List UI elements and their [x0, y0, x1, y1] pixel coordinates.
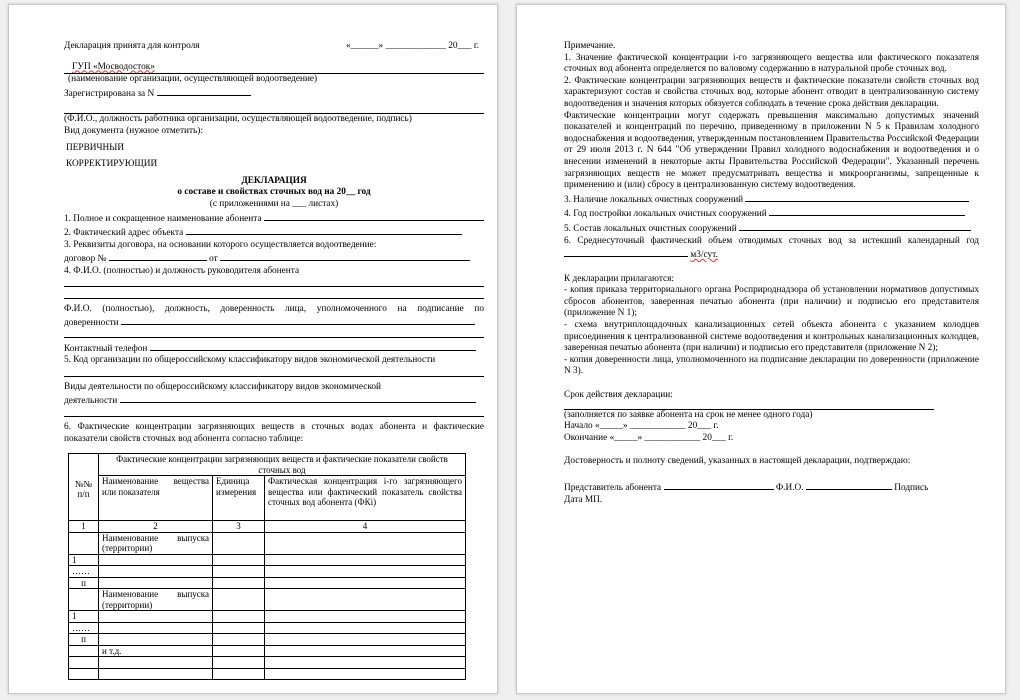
table-row [69, 554, 466, 566]
header-accepted-label: Декларация принята для контроля [64, 41, 200, 51]
note-3: Фактические концентрации могут содержать превышения максимально допустимых значений показателей и концентраций по перечню, приведенному в приложении N 5 к Правилам холодного водоснабжения и водоотведения, утвержденным постановлением Правительства Российской Федерации от 29 июля 2013 г. N 644 "Об утверждении Правил холодного водоснабжения и водоотведения и о внесении изменений в некоторые акты Правительства Российской Федерации". Указанный перечень загрязняющих веществ не может предусматривать вещества и микроорганизмы, запрещенные к применению и (или) сбросу в централизованную систему водоотведения. [564, 110, 979, 191]
p2-item-3-row [564, 192, 979, 207]
p2-item-5-label: 5. Состав локальных очистных сооружений [564, 223, 737, 234]
rep-field[interactable] [664, 480, 774, 490]
col-unit-header: Единица измерения [213, 476, 265, 521]
row-number: …… [69, 622, 99, 634]
phone-row [64, 341, 484, 356]
activity-row [64, 393, 484, 408]
attachments-count: (с приложениями на ___ листах) [209, 198, 339, 209]
signer-row [64, 315, 484, 330]
attach-title: К декларации прилагаются: [564, 273, 674, 284]
p2-item-4-label: 4. Год постройки локальных очистных сооружений [564, 209, 767, 220]
table-row [69, 622, 466, 634]
validity-field[interactable] [564, 402, 934, 410]
item-1-label: 1. Полное и сокращенное наименование абонента [64, 213, 262, 224]
validity-start[interactable]: Начало «_____» ____________ 20___ г. [564, 421, 719, 432]
note-2: 2. Фактические концентрации загрязняющих веществ и фактические показатели свойств сточных вод характеризуют состав и свойства сточных вод, которые абонент отводит в централизованную систему водоотведения и значения которых обязуется соблюдать в течение срока действия декларации. [564, 75, 979, 109]
row-number: …… [69, 566, 99, 578]
outlet-label: Наименование выпуска (территории) [99, 589, 213, 611]
document-page-2 [516, 4, 1006, 694]
activity-field-2[interactable] [64, 408, 484, 417]
signature-line[interactable] [64, 100, 484, 114]
p2-item-6-unit: м3/сут. [690, 250, 718, 261]
signer-line-1: Ф.И.О. (полностью), должность, доверенность лица, уполномоченного на подписание по [64, 303, 484, 314]
table-row [69, 611, 466, 623]
col-name-header: Наименование вещества или показателя [99, 476, 213, 521]
representative-row [564, 480, 979, 495]
document-page-1 [8, 4, 498, 694]
attach-1: - копия приказа территориального органа Росприроднадзора об установлении нормативов допустимых сбросов абонентов, заверенная печатью абонента (при наличии) и подписью его представителя (приложение N 1); [564, 285, 979, 319]
item-1-field[interactable] [264, 211, 484, 221]
p2-item-3-label: 3. Наличие локальных очистных сооружений [564, 194, 744, 205]
registered-row [64, 86, 484, 101]
p2-item-6-field[interactable] [564, 247, 688, 257]
signer-line-2: доверенности [64, 318, 119, 329]
p2-item-5-row [564, 221, 979, 236]
group-header: Фактические концентрации загрязняющих веществ и фактические показатели свойств сточных вод [99, 454, 466, 476]
p2-item-4-field[interactable] [769, 206, 965, 216]
date-mp: Дата МП. [564, 494, 603, 505]
contract-no-label: договор № [64, 254, 107, 265]
outlet-label: Наименование выпуска (территории) [99, 532, 213, 554]
index-cell: 3 [213, 521, 265, 533]
item-2-field[interactable] [186, 225, 462, 235]
table-subheader-row [69, 476, 466, 521]
item-6-line-1: 6. Фактические концентрации загрязняющих веществ в сточных водах абонента и фактические [64, 422, 484, 433]
doc-type-primary-option[interactable]: ПЕРВИЧНЫЙ [66, 142, 125, 153]
p2-item-4-row [564, 206, 979, 221]
row-number: 1 [69, 611, 99, 623]
contract-date-field[interactable] [220, 251, 470, 261]
page-2-content [564, 41, 979, 506]
validity-title: Срок действия декларации: [564, 390, 673, 401]
contact-phone-field[interactable] [150, 341, 476, 351]
p2-item-6-row [564, 247, 979, 262]
page-1-content [64, 41, 484, 680]
signer-field-2[interactable] [64, 330, 484, 338]
org-name-field[interactable] [64, 62, 484, 75]
table-row [69, 577, 466, 589]
item-4-field-2[interactable] [64, 287, 484, 299]
table-row [69, 532, 466, 554]
index-cell: 4 [265, 521, 466, 533]
contract-from-label: от [209, 254, 218, 265]
col-num-header: №№ п/п [69, 454, 99, 521]
fio-field[interactable] [806, 480, 892, 490]
item-2-row [64, 225, 484, 240]
activity-line-1: Виды деятельности по общероссийскому классификатору видов экономической [64, 381, 381, 392]
note-title: Примечание. [564, 41, 616, 51]
table-row [69, 645, 466, 657]
item-2-label: 2. Фактический адрес объекта [64, 228, 184, 239]
contact-phone-label: Контактный телефон [64, 343, 148, 354]
registered-label: Зарегистрирована за N [64, 88, 155, 99]
rep-label: Представитель абонента [564, 483, 662, 493]
activity-line-2: деятельности [64, 396, 118, 407]
declaration-title: ДЕКЛАРАЦИЯ [241, 175, 307, 186]
validity-caption: (заполняется по заявке абонента на срок не менее одного года) [564, 409, 813, 420]
etc-label: и т.д. [99, 645, 213, 657]
confirm-text: Достоверность и полноту сведений, указанных в настоящей декларации, подтверждаю: [564, 456, 911, 467]
contract-row [64, 251, 484, 266]
sign-label: Подпись [894, 483, 929, 493]
item-4-label: 4. Ф.И.О. (полностью) и должность руководителя абонента [64, 265, 300, 276]
table-header-row [69, 454, 466, 476]
p2-item-5-field[interactable] [739, 221, 971, 231]
item-4-field[interactable] [64, 278, 484, 287]
index-cell: 2 [99, 521, 213, 533]
attach-3: - копия доверенности лица, уполномоченного на подписание декларации по доверенности (приложение N 3). [564, 354, 979, 377]
header-row [64, 41, 484, 53]
table-row [69, 566, 466, 578]
person-caption: (Ф.И.О., должность работника организации, осуществляющей водоотведение, подпись) [64, 114, 412, 125]
org-caption: (наименование организации, осуществляющей водоотведение) [68, 74, 318, 85]
table-index-row [69, 521, 466, 533]
table-row [69, 589, 466, 611]
item-5-field[interactable] [64, 367, 484, 377]
doc-type-label: Вид документа (нужное отметить): [64, 125, 203, 136]
col-value-header: Фактическая концентрация i-го загрязняющего вещества или фактический показатель свойства сточных вод абонента (ФКi) [265, 476, 466, 521]
declaration-subtitle: о составе и свойствах сточных вод на 20__ год [177, 187, 371, 198]
p2-item-3-field[interactable] [745, 192, 969, 202]
org-name: ГУП «Мосводосток» [72, 61, 155, 72]
concentrations-table [68, 453, 466, 680]
contract-no-field[interactable] [109, 251, 207, 261]
row-number: 1 [69, 554, 99, 566]
row-number: п [69, 577, 99, 589]
signer-field[interactable] [121, 315, 475, 325]
fio-label: Ф.И.О. [775, 483, 804, 493]
note-1: 1. Значение фактической концентрации i-го загрязняющего вещества или фактического показателя сточных вод абонента определяется по валовому содержанию в натуральной пробе сточных вод. [564, 52, 979, 75]
p2-item-6-line-1: 6. Среднесуточный фактический объем отводимых сточных вод за истекший календарный год [564, 235, 979, 246]
attach-2: - схема внутриплощадочных канализационных сетей объекта абонента с указанием колодцев присоединения к централизованной системе водоотведения и контрольных канализационных колодцев, заверенная печатью абонента (при наличии) и подписью его представителя (приложение N 2); [564, 320, 979, 354]
table-row [69, 657, 466, 669]
table-row [69, 668, 466, 680]
doc-type-correcting-option[interactable]: КОРРЕКТИРУЮЩИЙ [66, 159, 158, 170]
item-1-row [64, 211, 484, 226]
header-date-field[interactable]: «______» _____________ 20___ г. [346, 41, 479, 51]
index-cell: 1 [69, 521, 99, 533]
item-5-label: 5. Код организации по общероссийскому классификатору видов экономической деятельности [64, 355, 436, 366]
item-6-line-2: показатели свойств сточных вод абонента согласно таблице: [64, 433, 304, 444]
table-row [69, 634, 466, 646]
validity-end[interactable]: Окончание «_____» ____________ 20___ г. [564, 432, 734, 443]
registered-number-field[interactable] [157, 86, 251, 96]
item-3-label: 3. Реквизиты договора, на основании которого осуществляется водоотведение: [64, 239, 377, 250]
activity-field[interactable] [120, 393, 476, 403]
row-number: п [69, 634, 99, 646]
